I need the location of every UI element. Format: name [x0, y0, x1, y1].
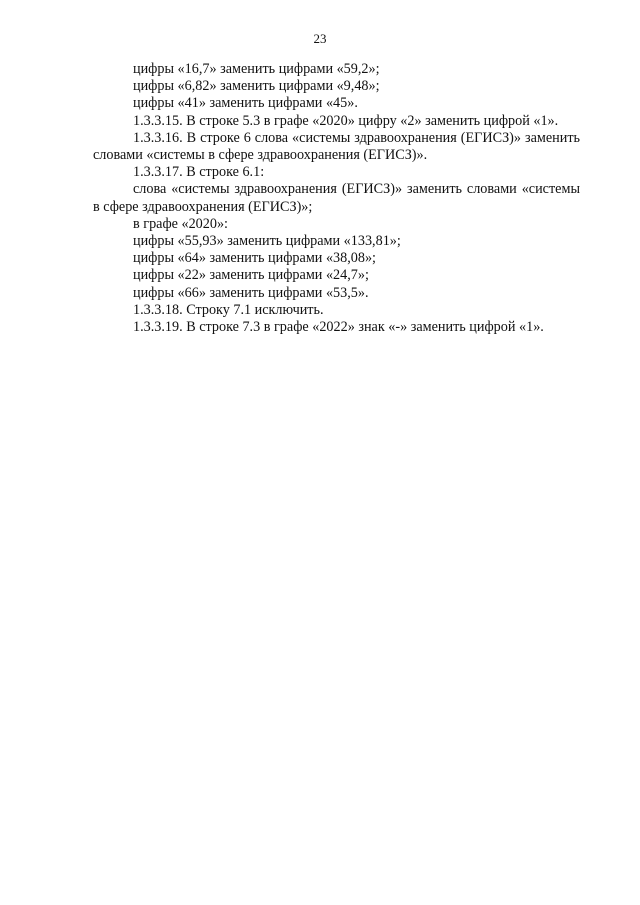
paragraph: 1.3.3.17. В строке 6.1:	[133, 164, 265, 181]
paragraph: 1.3.3.16. В строке 6 слова «системы здравоохранения (ЕГИСЗ)» заменить словами «системы в сфере здравоохранения (ЕГИСЗ)».	[93, 129, 580, 164]
paragraph: цифры «22» заменить цифрами «24,7»;	[133, 267, 369, 284]
paragraph: 1.3.3.15. В строке 5.3 в графе «2020» цифру «2» заменить цифрой «1».	[133, 112, 559, 129]
paragraph: в графе «2020»:	[133, 215, 228, 232]
paragraph: 1.3.3.19. В строке 7.3 в графе «2022» знак «-» заменить цифрой «1».	[133, 319, 544, 336]
page-number: 23	[313, 31, 327, 46]
paragraph: цифры «64» заменить цифрами «38,08»;	[133, 250, 376, 267]
document-body	[93, 61, 580, 336]
paragraph: цифры «16,7» заменить цифрами «59,2»;	[133, 61, 380, 77]
paragraph: цифры «66» заменить цифрами «53,5».	[133, 284, 369, 301]
paragraph: цифры «6,82» заменить цифрами «9,48»;	[133, 78, 380, 95]
paragraph: цифры «41» заменить цифрами «45».	[133, 95, 358, 112]
paragraph: 1.3.3.18. Строку 7.1 исключить.	[133, 301, 324, 318]
paragraph: слова «системы здравоохранения (ЕГИСЗ)» заменить словами «системы в сфере здравоохранения (ЕГИСЗ)»;	[93, 181, 580, 215]
paragraph: цифры «55,93» заменить цифрами «133,81»;	[133, 233, 401, 250]
